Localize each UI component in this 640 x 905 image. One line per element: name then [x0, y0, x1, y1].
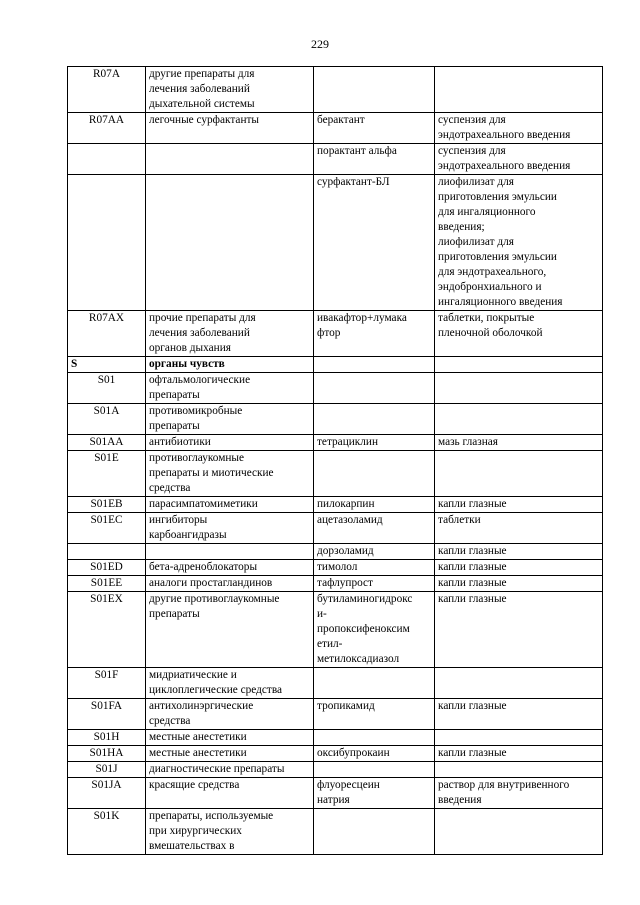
atc-code-cell: S01E	[68, 451, 146, 497]
table-row	[68, 113, 603, 144]
group-name-cell: препараты, используемые при хирургических вмешательствах в	[146, 809, 314, 855]
dosage-form-cell	[435, 67, 603, 113]
drug-name-cell: тропикамид	[314, 699, 435, 730]
group-name-cell: местные анестетики	[146, 730, 314, 746]
dosage-form-cell: таблетки	[435, 513, 603, 544]
atc-code-cell: S01HA	[68, 746, 146, 762]
drug-name-cell: тетрациклин	[314, 435, 435, 451]
atc-code-cell: R07AA	[68, 113, 146, 144]
table-row	[68, 809, 603, 855]
dosage-form-cell: капли глазные	[435, 497, 603, 513]
drug-name-cell: тафлупрост	[314, 576, 435, 592]
group-name-cell: противомикробные препараты	[146, 404, 314, 435]
drug-name-cell	[314, 730, 435, 746]
dosage-form-cell: капли глазные	[435, 699, 603, 730]
dosage-form-cell: капли глазные	[435, 592, 603, 668]
atc-code-cell: S01JA	[68, 778, 146, 809]
atc-code-cell: S01EC	[68, 513, 146, 544]
group-name-cell: антихолинэргические средства	[146, 699, 314, 730]
group-name-cell: мидриатические и циклоплегические средства	[146, 668, 314, 699]
dosage-form-cell	[435, 762, 603, 778]
table-body	[68, 67, 603, 855]
drug-name-cell: дорзоламид	[314, 544, 435, 560]
dosage-form-cell: раствор для внутривенного введения	[435, 778, 603, 809]
atc-code-cell	[68, 175, 146, 311]
drug-name-cell	[314, 67, 435, 113]
table-row	[68, 497, 603, 513]
page-number: 229	[311, 37, 329, 51]
table-row	[68, 668, 603, 699]
group-name-cell: противоглаукомные препараты и миотические средства	[146, 451, 314, 497]
drug-name-cell	[314, 762, 435, 778]
atc-code-cell: S01J	[68, 762, 146, 778]
dosage-form-cell: капли глазные	[435, 746, 603, 762]
group-name-cell	[146, 144, 314, 175]
drug-classification-table	[67, 66, 603, 855]
group-name-cell: аналоги простагландинов	[146, 576, 314, 592]
drug-name-cell: пилокарпин	[314, 497, 435, 513]
table-row	[68, 699, 603, 730]
dosage-form-cell	[435, 730, 603, 746]
atc-code-cell: R07AX	[68, 311, 146, 357]
table-row	[68, 435, 603, 451]
group-name-cell: диагностические препараты	[146, 762, 314, 778]
drug-name-cell: берактант	[314, 113, 435, 144]
dosage-form-cell: капли глазные	[435, 576, 603, 592]
table-row	[68, 144, 603, 175]
dosage-form-cell: таблетки, покрытые пленочной оболочкой	[435, 311, 603, 357]
drug-name-cell: бутиламиногидрокс и- пропоксифеноксим етил- метилоксадиазол	[314, 592, 435, 668]
drug-name-cell	[314, 357, 435, 373]
dosage-form-cell: лиофилизат для приготовления эмульсии для ингаляционного введения; лиофилизат для приготовления эмульсии для эндотрахеального, эндобронхиального и ингаляционного введения	[435, 175, 603, 311]
drug-name-cell: тимолол	[314, 560, 435, 576]
group-name-cell: красящие средства	[146, 778, 314, 809]
table-row	[68, 451, 603, 497]
dosage-form-cell: мазь глазная	[435, 435, 603, 451]
atc-code-cell: S01AA	[68, 435, 146, 451]
table-row	[68, 544, 603, 560]
group-name-cell	[146, 175, 314, 311]
group-name-cell: органы чувств	[146, 357, 314, 373]
atc-code-cell: S01	[68, 373, 146, 404]
atc-code-cell: R07A	[68, 67, 146, 113]
atc-code-cell: S01F	[68, 668, 146, 699]
dosage-form-cell	[435, 373, 603, 404]
drug-name-cell: сурфактант-БЛ	[314, 175, 435, 311]
dosage-form-cell	[435, 809, 603, 855]
drug-name-cell	[314, 373, 435, 404]
atc-code-cell: S	[68, 357, 146, 373]
drug-name-cell	[314, 404, 435, 435]
group-name-cell: бета-адреноблокаторы	[146, 560, 314, 576]
dosage-form-cell: суспензия для эндотрахеального введения	[435, 144, 603, 175]
table-row	[68, 730, 603, 746]
atc-code-cell: S01EB	[68, 497, 146, 513]
group-name-cell: парасимпатомиметики	[146, 497, 314, 513]
dosage-form-cell	[435, 357, 603, 373]
group-name-cell: местные анестетики	[146, 746, 314, 762]
atc-code-cell: S01A	[68, 404, 146, 435]
drug-name-cell: флуоресцеин натрия	[314, 778, 435, 809]
table-row	[68, 67, 603, 113]
atc-code-cell: S01FA	[68, 699, 146, 730]
group-name-cell: антибиотики	[146, 435, 314, 451]
drug-name-cell: ацетазоламид	[314, 513, 435, 544]
table-row	[68, 762, 603, 778]
atc-code-cell	[68, 544, 146, 560]
group-name-cell: легочные сурфактанты	[146, 113, 314, 144]
group-name-cell: офтальмологические препараты	[146, 373, 314, 404]
dosage-form-cell: суспензия для эндотрахеального введения	[435, 113, 603, 144]
table-row	[68, 746, 603, 762]
table-row	[68, 311, 603, 357]
table-row	[68, 778, 603, 809]
table-row	[68, 373, 603, 404]
atc-code-cell: S01EX	[68, 592, 146, 668]
table-row	[68, 513, 603, 544]
atc-code-cell: S01H	[68, 730, 146, 746]
table-row	[68, 175, 603, 311]
group-name-cell	[146, 544, 314, 560]
atc-code-cell: S01EE	[68, 576, 146, 592]
drug-name-cell	[314, 809, 435, 855]
drug-name-cell	[314, 668, 435, 699]
group-name-cell: ингибиторы карбоангидразы	[146, 513, 314, 544]
table-row	[68, 592, 603, 668]
table-row	[68, 560, 603, 576]
atc-code-cell	[68, 144, 146, 175]
dosage-form-cell	[435, 668, 603, 699]
table-row	[68, 357, 603, 373]
drug-name-cell	[314, 451, 435, 497]
dosage-form-cell	[435, 404, 603, 435]
table-row	[68, 404, 603, 435]
drug-name-cell: ивакафтор+лумака фтор	[314, 311, 435, 357]
group-name-cell: другие противоглаукомные препараты	[146, 592, 314, 668]
drug-name-cell: оксибупрокаин	[314, 746, 435, 762]
dosage-form-cell: капли глазные	[435, 560, 603, 576]
dosage-form-cell	[435, 451, 603, 497]
group-name-cell: другие препараты для лечения заболеваний дыхательной системы	[146, 67, 314, 113]
drug-name-cell: порактант альфа	[314, 144, 435, 175]
table-row	[68, 576, 603, 592]
group-name-cell: прочие препараты для лечения заболеваний органов дыхания	[146, 311, 314, 357]
dosage-form-cell: капли глазные	[435, 544, 603, 560]
atc-code-cell: S01K	[68, 809, 146, 855]
atc-code-cell: S01ED	[68, 560, 146, 576]
